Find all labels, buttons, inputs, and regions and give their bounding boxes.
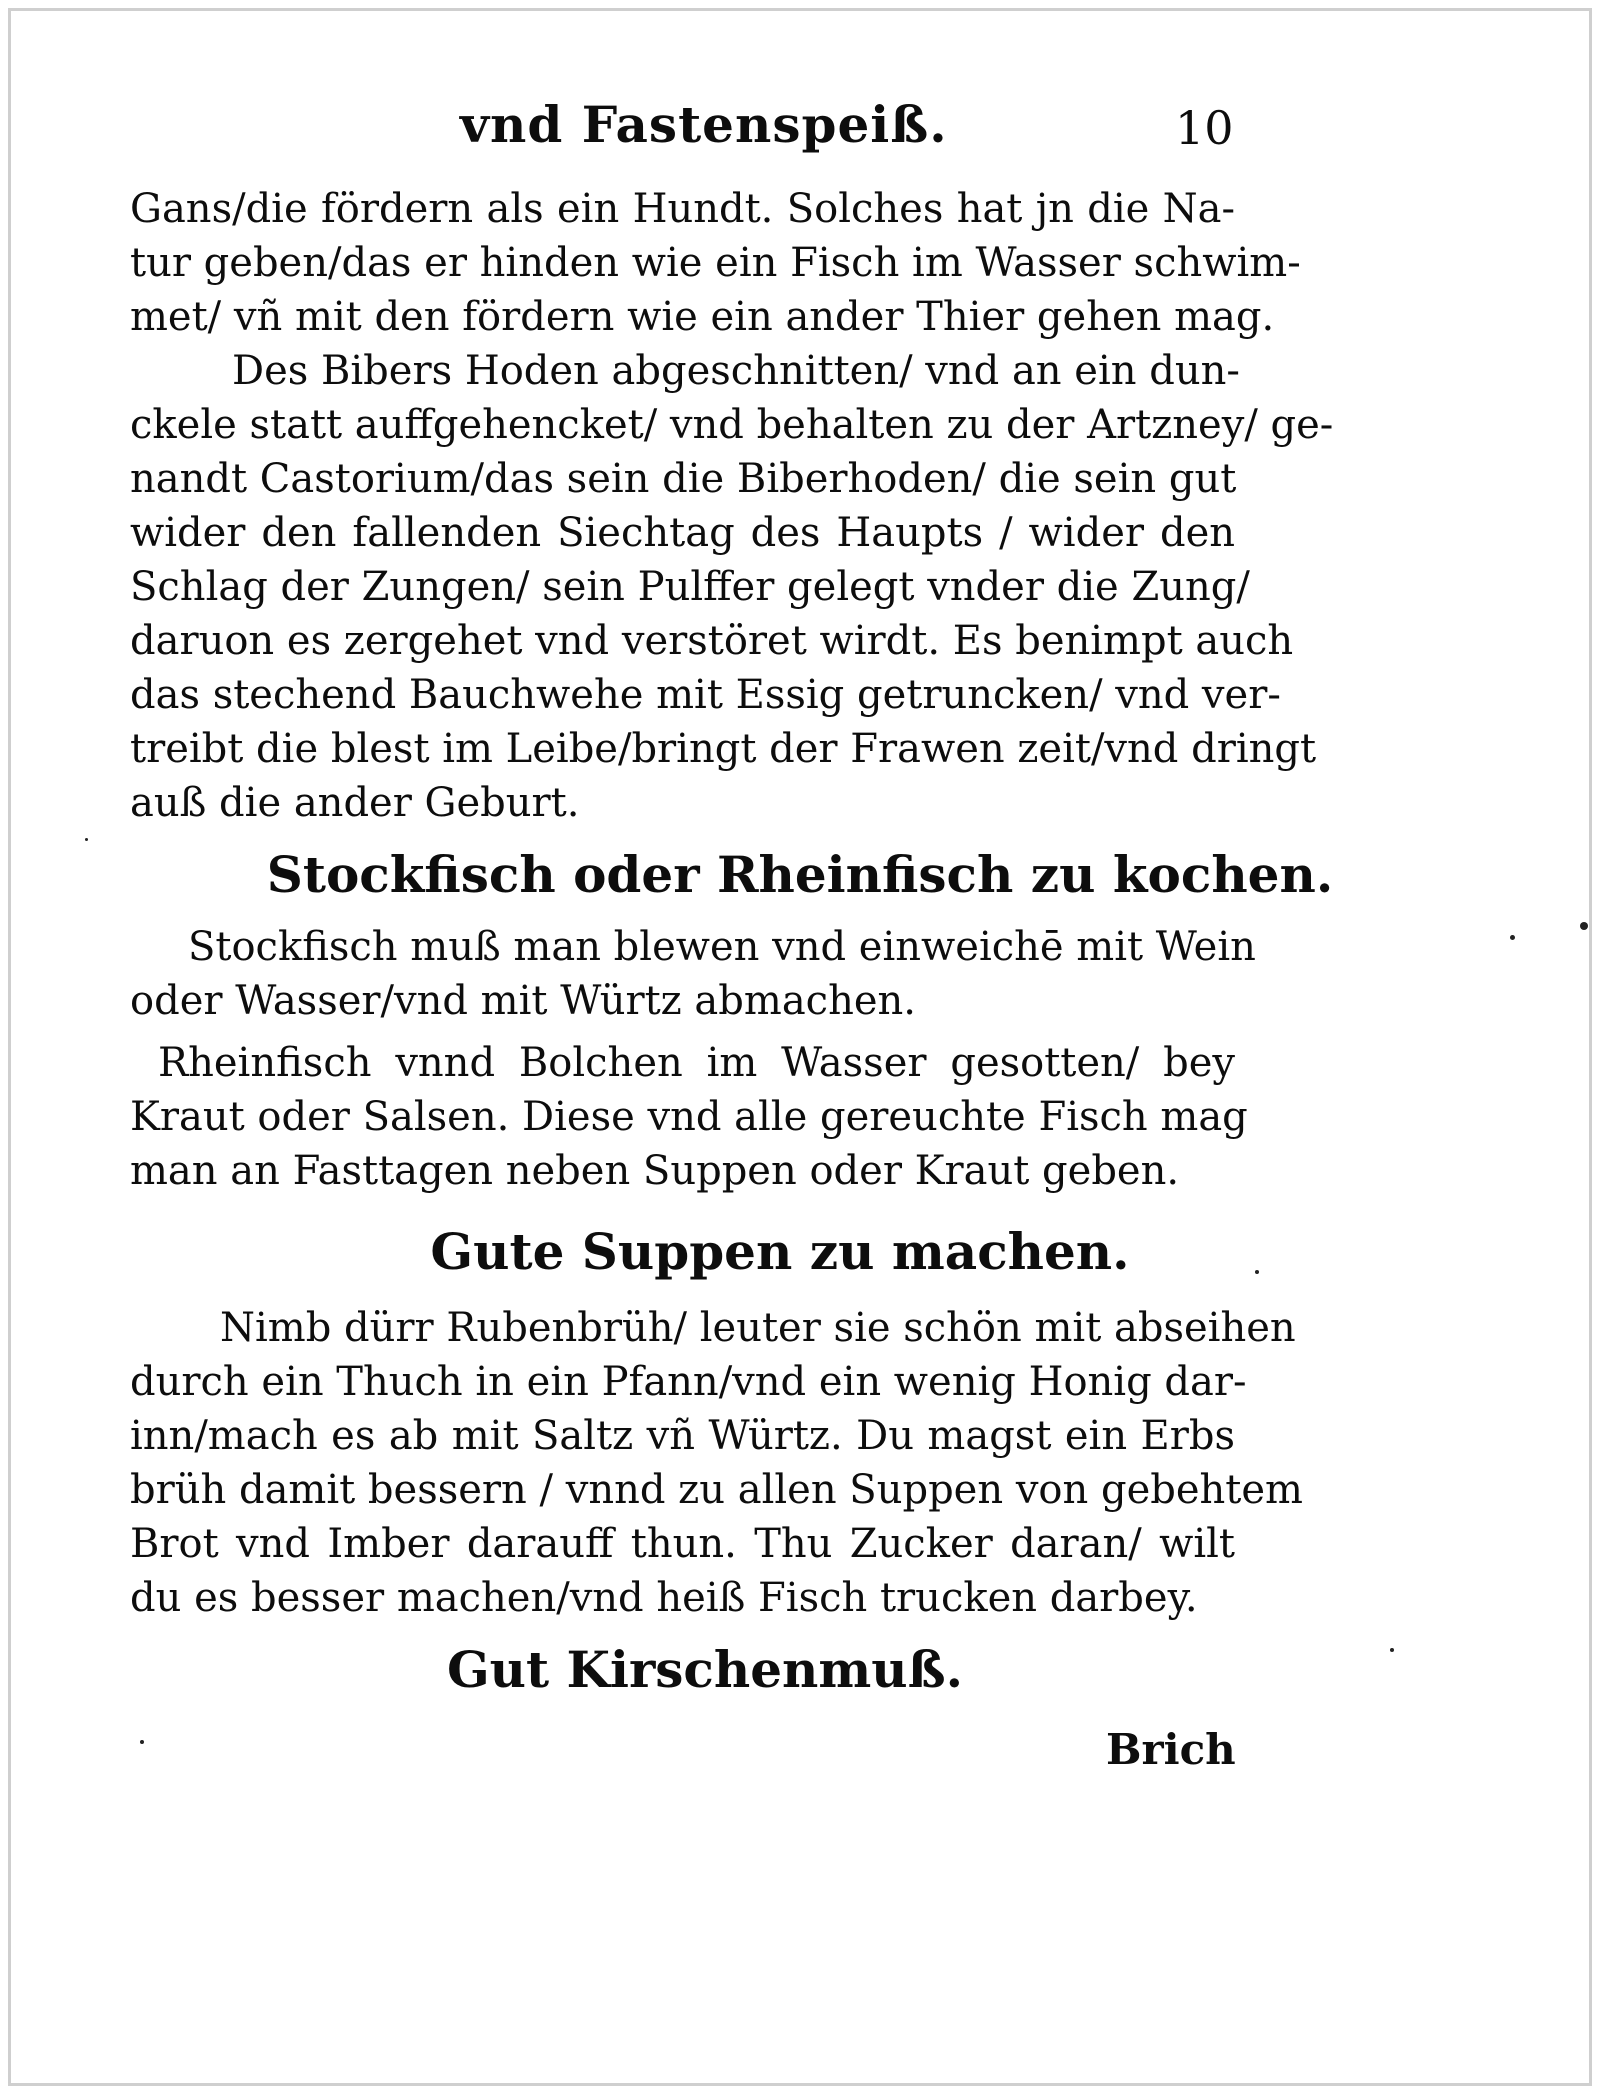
text-line: treibt die blest im Leibe/bringt der Frawen zeit/vnd dringt: [130, 726, 1317, 772]
text-line: tur geben/das er hinden wie ein Fisch im Wasser schwim-: [130, 240, 1301, 286]
page-header: [0, 95, 1600, 175]
text-line: Brot vnd Imber darauff thun. Thu Zucker daran/ wilt: [130, 1521, 1235, 1567]
catchword: Brich: [1106, 1725, 1236, 1774]
dust-speck: [1580, 922, 1588, 930]
text-line: du es besser machen/vnd heiß Fisch trucken darbey.: [130, 1575, 1198, 1621]
text-line: man an Fasttagen neben Suppen oder Kraut geben.: [130, 1148, 1180, 1194]
text-line: das stechend Bauchwehe mit Essig getruncken/ vnd ver-: [130, 672, 1281, 718]
running-head: vnd Fastenspeiß.: [460, 95, 948, 154]
dust-speck: [1255, 1270, 1259, 1274]
dust-speck: [85, 838, 88, 841]
text-line: Rheinfisch vnnd Bolchen im Wasser gesotten/ bey: [158, 1040, 1235, 1086]
page-number: 10: [1175, 101, 1234, 155]
text-line: oder Wasser/vnd mit Würtz abmachen.: [130, 978, 916, 1024]
text-line: brüh damit bessern / vnnd zu allen Suppen von gebehtem: [130, 1467, 1303, 1513]
text-line: auß die ander Geburt.: [130, 780, 580, 826]
text-line: ckele statt auffgehencket/ vnd behalten zu der Artzney/ ge-: [130, 402, 1334, 448]
dust-speck: [1510, 935, 1515, 940]
text-line: daruon es zergehet vnd verstöret wirdt. Es benimpt auch: [130, 618, 1294, 664]
section-heading: Gut Kirschenmuß.: [446, 1640, 964, 1699]
text-line: met/ vñ mit den fördern wie ein ander Thier gehen mag.: [130, 294, 1275, 340]
text-line: durch ein Thuch in ein Pfann/vnd ein wenig Honig dar-: [130, 1359, 1247, 1405]
dust-speck: [1390, 1648, 1394, 1652]
text-line: nandt Castorium/das sein die Biberhoden/ die sein gut: [130, 456, 1237, 502]
text-line: Stockfisch muß man blewen vnd einweichē mit Wein: [188, 924, 1256, 970]
section-heading: Gute Suppen zu machen.: [430, 1222, 1130, 1281]
text-line: Nimb dürr Rubenbrüh/ leuter sie schön mit abseihen: [220, 1305, 1296, 1351]
text-line: Des Bibers Hoden abgeschnitten/ vnd an ein dun-: [232, 348, 1240, 394]
text-line: Kraut oder Salsen. Diese vnd alle gereuchte Fisch mag: [130, 1094, 1248, 1140]
text-line: inn/mach es ab mit Saltz vñ Würtz. Du magst ein Erbs: [130, 1413, 1235, 1459]
text-line: Schlag der Zungen/ sein Pulffer gelegt vnder die Zung/: [130, 564, 1250, 610]
text-line: wider den fallenden Siechtag des Haupts / wider den: [130, 510, 1235, 556]
dust-speck: [140, 1740, 144, 1744]
text-line: Gans/die fördern als ein Hundt. Solches hat jn die Na-: [130, 186, 1235, 232]
section-heading: Stockfisch oder Rheinfisch zu kochen.: [266, 845, 1334, 904]
